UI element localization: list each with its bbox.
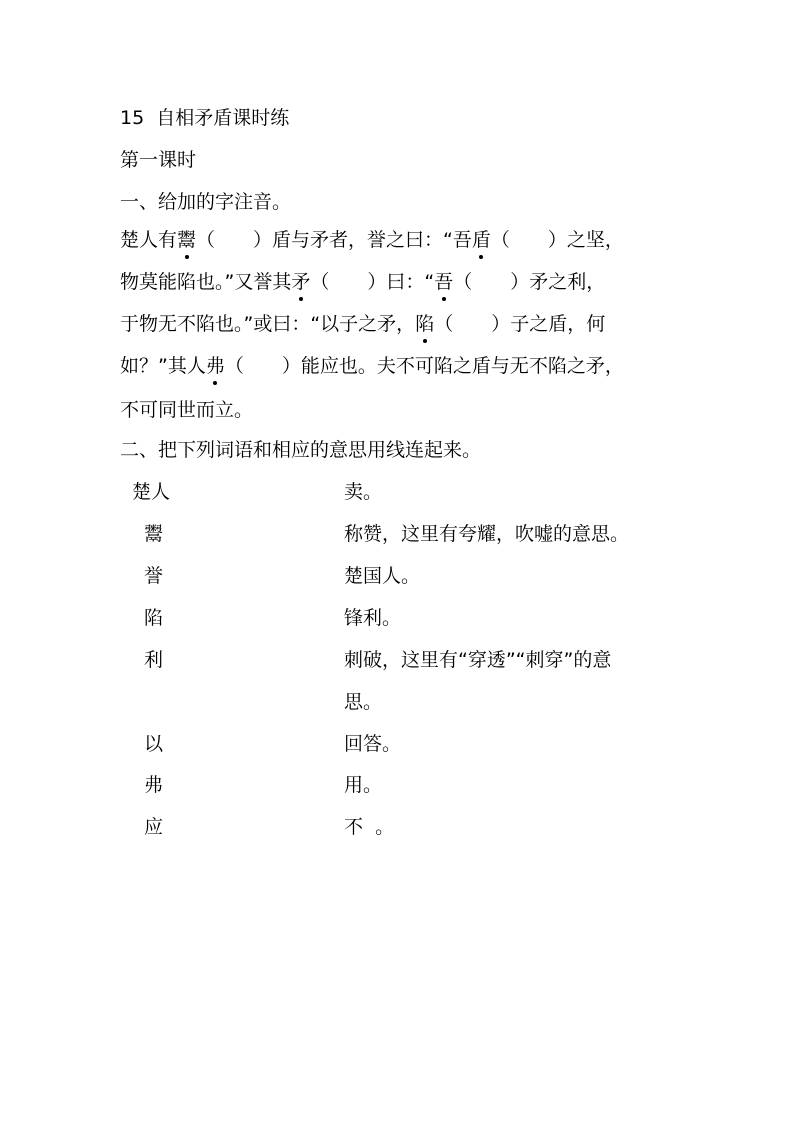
dotted-char: 矛: [291, 271, 311, 293]
dotted-char: 弗: [205, 355, 225, 377]
match-word[interactable]: 陷: [144, 607, 164, 629]
passage-line-2: 物莫能陷也。”又誉其矛（ ）曰：“吾（ ）矛之利，: [120, 271, 606, 293]
match-meaning[interactable]: 回答。: [344, 733, 402, 755]
dotted-char: 鬻: [177, 229, 197, 251]
match-meaning[interactable]: 用。: [344, 774, 383, 796]
match-meaning[interactable]: 刺破，这里有“穿透”“刺穿”的意: [344, 649, 612, 671]
match-word[interactable]: 鬻: [144, 523, 164, 545]
match-meaning[interactable]: 称赞，这里有夸耀，吹嘘的意思。: [344, 523, 630, 545]
match-meaning-continued: 思。: [344, 691, 383, 713]
match-word[interactable]: 楚人: [132, 481, 171, 503]
match-word[interactable]: 弗: [144, 774, 164, 796]
match-word[interactable]: 誉: [144, 565, 164, 587]
section2-heading: 二、把下列词语和相应的意思用线连起来。: [120, 439, 482, 461]
dotted-char: 盾: [471, 229, 491, 251]
passage-line-5: 不可同世而立。: [120, 399, 254, 421]
passage-line-4: 如？”其人弗（ ）能应也。夫不可陷之盾与无不陷之矛，: [120, 355, 624, 377]
dotted-char: 吾: [434, 271, 454, 293]
match-word[interactable]: 应: [144, 816, 164, 838]
section1-heading: 一、给加的字注音。: [120, 191, 292, 213]
dotted-char: 陷: [415, 313, 435, 335]
match-meaning[interactable]: 锋利。: [344, 607, 402, 629]
passage-line-1: 楚人有鬻（ ）盾与矛者，誉之曰：“吾盾（ ）之坚，: [120, 229, 624, 251]
match-word[interactable]: 以: [144, 733, 164, 755]
match-meaning[interactable]: 不 。: [344, 816, 395, 838]
match-meaning[interactable]: 卖。: [344, 481, 383, 503]
passage-line-3: 于物无不陷也。”或曰：“以子之矛，陷（ ）子之盾，何: [120, 313, 606, 335]
worksheet-title: 15 自相矛盾课时练: [120, 107, 290, 129]
match-word[interactable]: 利: [144, 649, 164, 671]
match-meaning[interactable]: 楚国人。: [344, 565, 421, 587]
lesson-label: 第一课时: [120, 149, 197, 171]
